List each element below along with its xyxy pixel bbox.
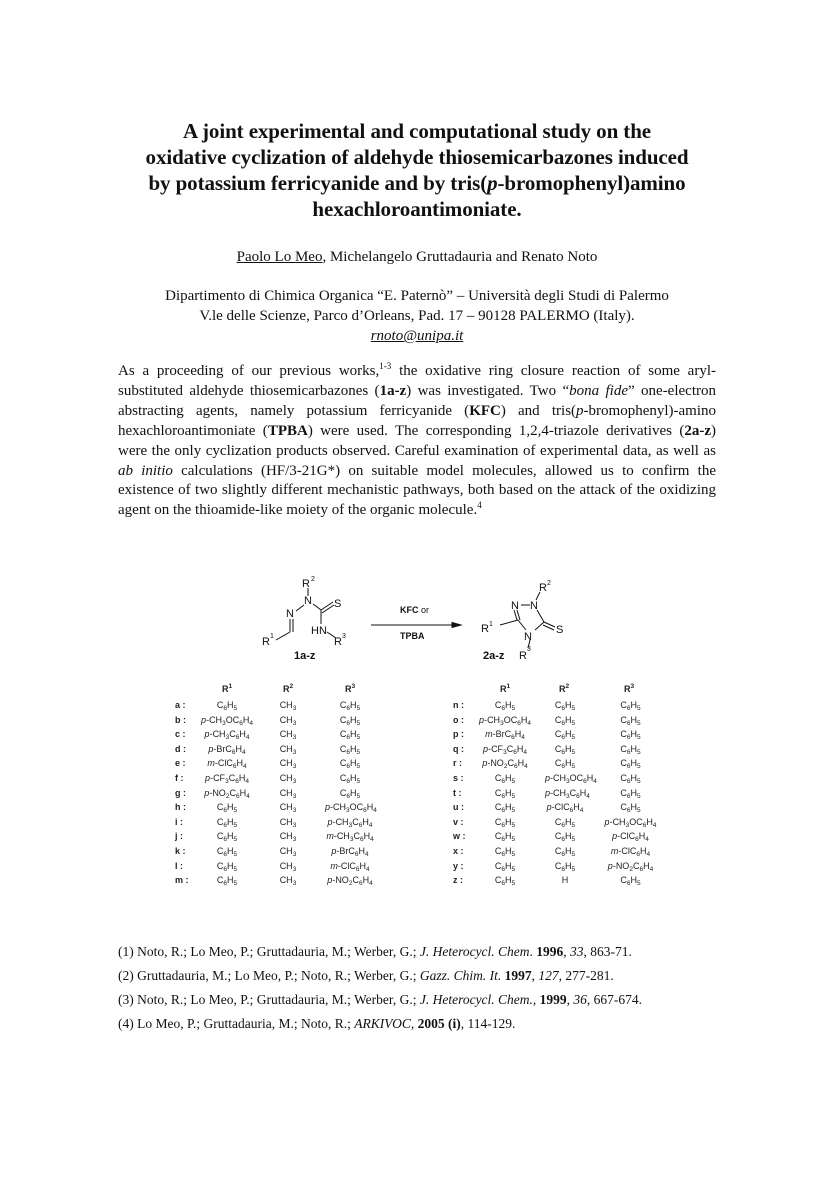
reference-item: (1) Noto, R.; Lo Meo, P.; Gruttadauria, M.; Werber, G.; J. Heterocycl. Chem. 1996, 33, 863-71. (118, 944, 632, 959)
cell-r2: $C_6H_5$ (554, 758, 576, 771)
cell-r2: $CH_3$ (279, 758, 297, 771)
cell-r1: $C_6H_5$ (494, 773, 516, 785)
cell-r1: $C_6H_5$ (494, 700, 516, 712)
cell-r3: $C_6H_5$ (339, 743, 361, 756)
svg-text:1: 1 (489, 621, 493, 628)
compound-id: e : (175, 758, 186, 769)
compound-id: b : (175, 714, 186, 725)
substituent-table-left (175, 683, 405, 888)
bond-c-s-1 (321, 602, 333, 610)
atom-n: N (304, 595, 312, 607)
cell-r2: $C_6H_5$ (554, 729, 576, 742)
compound-id: k : (175, 846, 186, 856)
reference-authors: Noto, R.; Lo Meo, P.; Gruttadauria, M.; Werber, G.; (137, 944, 420, 959)
header-r1: $R^1$ (499, 683, 511, 694)
cell-r2: $CH_3$ (279, 846, 297, 858)
cell-r2: $CH_3$ (279, 773, 297, 785)
cell-r1: $C_6H_5$ (494, 846, 516, 858)
atom-r1: R (262, 636, 270, 648)
atom-r3: R (334, 636, 342, 648)
reference-list (118, 940, 718, 1036)
atom-r2: R (539, 582, 547, 594)
compound-id: v : (453, 816, 464, 827)
reference-volume: 33 (570, 944, 584, 959)
compound-id: s : (453, 773, 464, 783)
cell-r1: $p-CF_3C_6H_4$ (205, 773, 249, 785)
cell-r1: $p-NO_2C_6H_4$ (482, 758, 528, 771)
cell-r1: $m-ClC_6H_4$ (207, 758, 247, 771)
cell-r1: $C_6H_5$ (494, 831, 516, 844)
cell-r3: $m-ClC_6H_4$ (330, 860, 370, 873)
paper-title (100, 118, 734, 222)
cell-r3: $C_6H_5$ (620, 700, 641, 712)
atom-n-imine: N (286, 608, 294, 620)
compound-id: q : (453, 743, 464, 754)
compound-id: x : (453, 846, 464, 856)
reference-authors: Lo Meo, P.; Gruttadauria, M.; Noto, R.; (137, 1016, 355, 1031)
bond-n-c5-2 (517, 610, 520, 620)
reactant-atom-labels (262, 576, 346, 662)
compound-id: y : (453, 860, 464, 871)
cell-r2: $CH_3$ (279, 860, 297, 873)
cell-r1: $C_6H_5$ (216, 802, 238, 815)
compound-id: t : (453, 787, 462, 798)
reaction-arrow (371, 623, 461, 628)
cell-r1: $C_6H_5$ (216, 831, 238, 844)
reference-authors: Gruttadauria, M.; Lo Meo, P.; Noto, R.; Werber, G.; (137, 968, 420, 983)
bond-n-c (313, 604, 321, 610)
cell-r3: $C_6H_5$ (620, 875, 641, 888)
cell-r1: $C_6H_5$ (216, 860, 238, 873)
reference-authors: Noto, R.; Lo Meo, P.; Gruttadauria, M.; Werber, G.; (137, 992, 420, 1007)
atom-n2: N (530, 600, 538, 612)
bond-c-s-1 (544, 622, 555, 627)
compound-id: o : (453, 714, 464, 725)
cell-r2: $CH_3$ (279, 743, 297, 756)
bond-c-s-2 (322, 605, 334, 613)
reference-number: (3) (118, 992, 138, 1007)
compound-id: i : (175, 816, 183, 827)
compound-id: d : (175, 743, 186, 754)
bond-c5-n4 (518, 620, 526, 630)
abbr-kfc: KFC (469, 402, 501, 419)
cell-r3: $m-CH_3C_6H_4$ (326, 831, 374, 844)
affiliation (100, 286, 734, 346)
cell-r1: $C_6H_5$ (494, 787, 516, 800)
cell-r3: $C_6H_5$ (620, 729, 641, 742)
cell-r3: $m-ClC_6H_4$ (610, 846, 651, 858)
reference-pages: , 114-129. (460, 1016, 516, 1031)
compound-id: w : (453, 831, 466, 842)
reference-volume: 127 (538, 968, 559, 983)
compound-id: f : (175, 773, 184, 783)
header-r2: $R^2$ (282, 683, 294, 694)
cell-r2: $CH_3$ (279, 787, 297, 800)
cell-r1: $C_6H_5$ (216, 875, 238, 888)
reference-year: 1996 (536, 944, 564, 959)
compound-id: c : (175, 729, 186, 740)
atom-n4: N (524, 631, 532, 643)
atom-r3: R (519, 650, 527, 662)
cell-r3: $p-NO_2C_6H_4$ (327, 875, 373, 888)
compound-id: a : (175, 700, 186, 710)
cell-r3: $C_6H_5$ (339, 758, 361, 771)
atom-s: S (334, 598, 342, 610)
cell-r2: H (561, 875, 569, 886)
reference-year: 2005 (i) (417, 1016, 461, 1031)
cell-r2: $CH_3$ (279, 802, 297, 815)
bond-n-c5-1 (514, 610, 517, 620)
header-r3: $R^3$ (623, 683, 635, 694)
affiliation-department: Dipartimento di Chimica Organica “E. Paternò” – Università degli Studi di Palermo (165, 288, 669, 304)
cell-r2: $CH_3$ (279, 875, 297, 888)
bond-n4-r3 (528, 640, 530, 648)
reagent-bottom: TPBA (400, 631, 425, 641)
cell-r3: $C_6H_5$ (339, 714, 361, 727)
cell-r3: $C_6H_5$ (620, 802, 641, 815)
reference-journal: Gazz. Chim. It. (419, 968, 502, 983)
title-line-3: by potassium ferricyanide and by tris(p-bromophenyl)amino (148, 171, 686, 195)
reactant-label: 1a-z (294, 650, 316, 662)
cell-r2: $CH_3$ (279, 700, 297, 712)
reagent-top: KFC or (400, 605, 430, 615)
atom-n1: N (511, 600, 519, 612)
cell-r3: $p-ClC_6H_4$ (612, 831, 649, 844)
bond-c-s-2 (543, 625, 554, 630)
reference-journal: J. Heterocycl. Chem. (419, 992, 533, 1007)
cell-r1: $p-BrC_6H_4$ (208, 743, 246, 756)
cell-r1: $C_6H_5$ (216, 816, 238, 829)
reference-journal: J. Heterocycl. Chem (419, 944, 530, 959)
bond-c5-r1 (500, 620, 518, 625)
atom-r2: R (302, 578, 310, 590)
cell-r3: $p-BrC_6H_4$ (331, 846, 369, 858)
cell-r3: $p-CH_3OC_6H_4$ (325, 802, 377, 815)
product-atom-labels (481, 580, 563, 662)
svg-text:1: 1 (270, 633, 274, 640)
abbr-tpba: TPBA (267, 422, 308, 439)
cell-r1: $C_6H_5$ (494, 802, 516, 815)
substituent-table-right (453, 683, 683, 888)
cell-r2: $p-ClC_6H_4$ (546, 802, 584, 815)
reference-item: (4) Lo Meo, P.; Gruttadauria, M.; Noto, R.; ARKIVOC, 2005 (i), 114-129. (118, 1016, 516, 1031)
atom-hn: HN (311, 625, 327, 637)
header-r2: $R^2$ (558, 683, 570, 694)
cell-r2: $p-CH_3OC_6H_4$ (545, 773, 597, 785)
cell-r1: $C_6H_5$ (494, 816, 516, 829)
reference-item: (2) Gruttadauria, M.; Lo Meo, P.; Noto, R.; Werber, G.; Gazz. Chim. It. 1997, 127, 277-281. (118, 968, 614, 983)
author-list (100, 249, 734, 266)
compound-label-1a-z: 1a-z (379, 382, 407, 399)
cell-r1: $p-CH_3C_6H_4$ (204, 729, 250, 742)
product-structure-2a-z (500, 592, 555, 648)
compound-id: j : (175, 831, 183, 842)
cell-r2: $C_6H_5$ (554, 831, 576, 844)
cell-r1: $C_6H_5$ (494, 860, 516, 873)
header-r3: $R^3$ (344, 683, 356, 694)
reference-number: (2) (118, 968, 138, 983)
cell-r2: $CH_3$ (279, 816, 297, 829)
cell-r3: $C_6H_5$ (620, 773, 641, 785)
compound-id: n : (453, 700, 464, 710)
arrow-head (452, 623, 461, 628)
svg-text:3: 3 (527, 646, 531, 653)
reference-year: 1997 (504, 968, 532, 983)
cell-r3: $C_6H_5$ (339, 700, 361, 712)
cell-r3: $p-NO_2C_6H_4$ (607, 860, 654, 873)
reference-item: (3) Noto, R.; Lo Meo, P.; Gruttadauria, M.; Werber, G.; J. Heterocycl. Chem., 1999, 36, 667-674. (118, 992, 643, 1007)
product-label: 2a-z (483, 650, 505, 662)
citation-4: 4 (477, 500, 482, 511)
cell-r3: $C_6H_5$ (620, 758, 641, 771)
cell-r1: $p-CH_3OC_6H_4$ (201, 714, 253, 727)
compound-id: u : (453, 802, 464, 813)
cell-r2: $C_6H_5$ (554, 700, 576, 712)
compound-id: m : (175, 875, 189, 886)
cell-r1: $C_6H_5$ (494, 875, 516, 888)
compound-id: g : (175, 787, 186, 798)
bond-n-n (296, 605, 304, 611)
compound-id: p : (453, 729, 464, 740)
cell-r1: $p-CF_3C_6H_4$ (483, 743, 527, 756)
presenting-author: Paolo Lo Meo (236, 249, 323, 265)
cell-r2: $CH_3$ (279, 714, 297, 727)
cell-r2: $CH_3$ (279, 831, 297, 844)
cell-r3: $p-CH_3C_6H_4$ (327, 816, 373, 829)
citation-1-3: 1-3 (379, 361, 392, 371)
header-r1: $R^1$ (221, 683, 233, 694)
svg-text:3: 3 (342, 633, 346, 640)
atom-r1: R (481, 623, 489, 635)
bond-c3-n4 (535, 622, 544, 630)
cell-r1: $m-BrC_6H_4$ (485, 729, 525, 742)
reference-pages: , 667-674. (586, 992, 643, 1007)
cell-r3: $p-CH_3OC_6H_4$ (604, 816, 657, 829)
cell-r2: $C_6H_5$ (554, 743, 576, 756)
atom-s: S (556, 624, 564, 636)
title-line-4: hexachloroantimoniate. (312, 197, 522, 221)
compound-label-2a-z: 2a-z (684, 422, 711, 439)
cell-r1: $p-NO_2C_6H_4$ (204, 787, 250, 800)
affiliation-address: V.le delle Scienze, Parco d’Orleans, Pad. 17 – 90128 PALERMO (Italy). (199, 308, 635, 324)
cell-r2: $CH_3$ (279, 729, 297, 742)
cell-r3: $C_6H_5$ (339, 729, 361, 742)
compound-id: h : (175, 802, 186, 813)
co-authors: , Michelangelo Gruttadauria and Renato Noto (322, 249, 598, 265)
abstract-paragraph: As a proceeding of our previous works,$^{1-3}$ the oxidative ring closure reaction of some aryl-substituted aldehyde thiosemicarbazones (1a-z) was investigated. Two “bona fide” one-electron abstracting agents, namely potassium ferricyanide (KFC) and tris(p-bromophenyl)-amino hexachloroantimoniate (TPBA) were used. The corresponding 1,2,4-triazole derivatives (2a-z) were the only cyclization products observed. Careful examination of experimental data, as well as ab initio calculations (HF/3-21G*) on suitable model molecules, allowed us to confirm the existence of two slightly different mechanistic pathways, both based on the attack of the oxidizing agent on the thioamide-like moiety of the organic molecule.$^4$ (118, 361, 717, 519)
cell-r2: $C_6H_5$ (554, 714, 576, 727)
title-line-1: A joint experimental and computational study on the (182, 119, 652, 143)
cell-r3: $C_6H_5$ (620, 714, 641, 727)
bond-nh-r3 (327, 632, 336, 638)
reference-pages: , 863-71. (583, 944, 632, 959)
reference-year: 1999 (539, 992, 567, 1007)
reference-number: (4) (118, 1016, 138, 1031)
cell-r3: $C_6H_5$ (339, 787, 361, 800)
bond-r2-n (536, 592, 540, 600)
compound-id: z : (453, 875, 463, 886)
cell-r3: $C_6H_5$ (620, 743, 641, 756)
bond-ch-r1 (276, 632, 290, 640)
cell-r3: $C_6H_5$ (620, 787, 641, 800)
cell-r3: $C_6H_5$ (339, 773, 361, 785)
reference-number: (1) (118, 944, 138, 959)
cell-r2: $C_6H_5$ (554, 846, 576, 858)
reference-pages: , 277-281. (558, 968, 614, 983)
reactant-structure-1a-z (276, 588, 336, 640)
contact-email-link[interactable]: rnoto@unipa.it (370, 328, 464, 344)
svg-text:2: 2 (547, 580, 551, 587)
reference-journal: ARKIVOC (354, 1016, 411, 1031)
title-line-2: oxidative cyclization of aldehyde thiosemicarbazones induced (145, 145, 689, 169)
cell-r1: $C_6H_5$ (216, 700, 238, 712)
cell-r2: $C_6H_5$ (554, 816, 576, 829)
svg-text:2: 2 (311, 576, 315, 583)
compound-id: l : (175, 860, 183, 871)
bond-n-c3 (537, 610, 544, 622)
cell-r1: $C_6H_5$ (216, 846, 238, 858)
reference-volume: 36 (573, 992, 587, 1007)
compound-id: r : (453, 758, 462, 769)
cell-r2: $p-CH_3C_6H_4$ (545, 787, 590, 800)
cell-r2: $C_6H_5$ (554, 860, 576, 873)
cell-r1: $p-CH_3OC_6H_4$ (479, 714, 531, 727)
